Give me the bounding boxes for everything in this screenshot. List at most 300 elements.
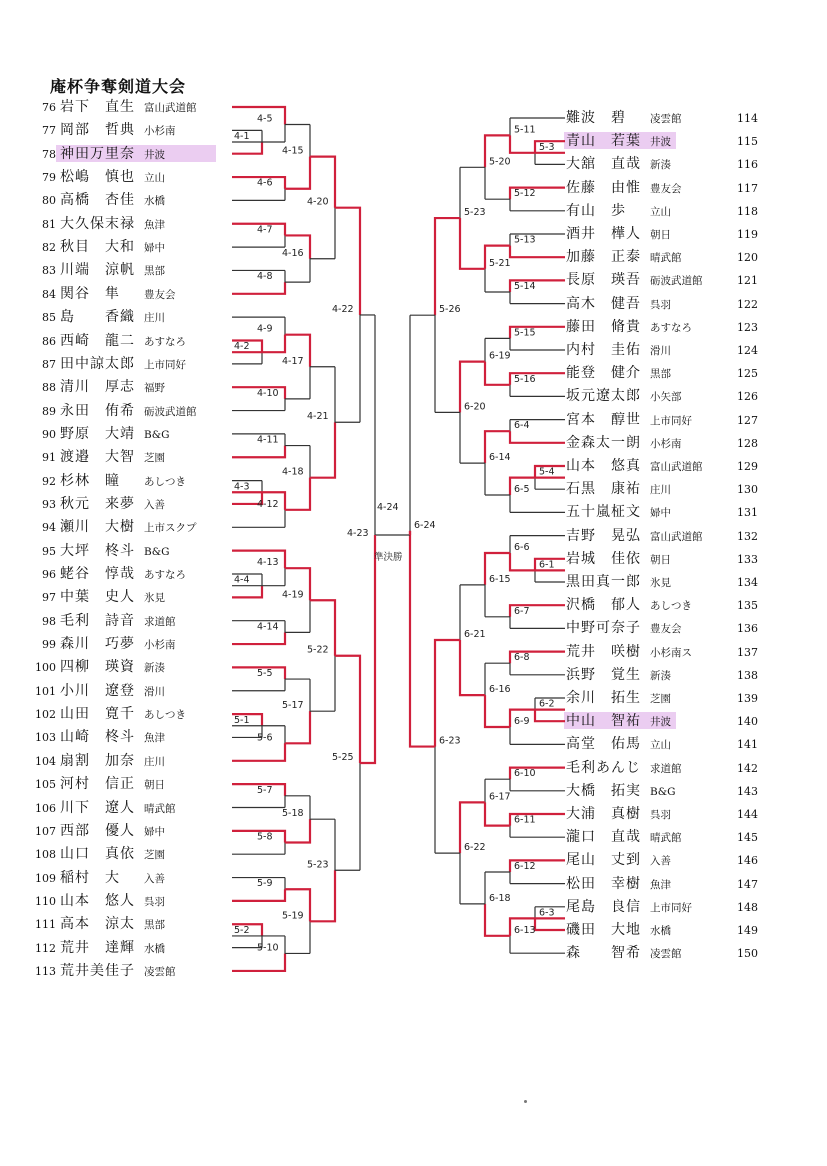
match-label: 5-17 xyxy=(282,700,304,712)
right-entry-row xyxy=(566,548,758,570)
competitor-name: 五十嵐柾文 xyxy=(566,504,641,521)
match-label: 5-22 xyxy=(307,644,329,656)
club-name: あしつき xyxy=(650,600,692,613)
entry-number: 109 xyxy=(35,871,56,885)
competitor-name: 秋元 来夢 xyxy=(60,495,135,512)
club-name: 福野 xyxy=(144,382,165,395)
entry-number: 149 xyxy=(737,924,758,937)
competitor-name: 永田 侑希 xyxy=(60,402,135,419)
competitor-name: 高木 健吾 xyxy=(566,295,641,312)
left-entry-row xyxy=(30,119,176,141)
club-name: 朝日 xyxy=(650,229,671,241)
competitor-name: 関谷 隼 xyxy=(60,285,120,302)
entry-number: 111 xyxy=(35,918,56,932)
competitor-name: 川端 涼帆 xyxy=(60,262,135,279)
match-label: 5-5 xyxy=(257,668,273,680)
winner-path xyxy=(510,135,565,152)
competitor-name: 山田 寛千 xyxy=(60,706,135,723)
competitor-name: 大舘 直哉 xyxy=(566,156,641,173)
winner-path xyxy=(535,710,565,722)
right-entry-row xyxy=(566,687,758,709)
competitor-name: 野原 大靖 xyxy=(60,425,135,442)
match-label: 6-21 xyxy=(464,629,486,640)
competitor-name: 荒井 達輝 xyxy=(60,939,135,956)
competitor-name: 松田 幸樹 xyxy=(566,875,641,892)
entry-number: 95 xyxy=(42,544,56,558)
match-label: 5-23 xyxy=(464,207,486,219)
right-entry-row xyxy=(566,896,758,918)
competitor-name: 吉野 晃弘 xyxy=(566,527,641,544)
entry-number: 81 xyxy=(42,217,56,231)
right-entry-row xyxy=(566,757,758,779)
competitor-name: 中山 智祐 xyxy=(566,713,641,730)
entry-number: 136 xyxy=(737,622,758,636)
club-name: 魚津 xyxy=(144,218,165,231)
match-label: 5-8 xyxy=(257,831,273,843)
match-label: 4-20 xyxy=(307,196,329,208)
right-entry-row xyxy=(566,316,758,338)
club-name: 晴武館 xyxy=(650,252,682,265)
right-entry-row xyxy=(566,385,758,407)
entry-number: 96 xyxy=(42,568,56,581)
competitor-name: 大橋 拓実 xyxy=(566,782,641,799)
left-entry-row xyxy=(30,376,165,398)
competitor-name: 扇割 加奈 xyxy=(60,752,135,769)
winner-path xyxy=(310,422,335,477)
competitor-name: 稲村 大 xyxy=(60,869,120,886)
entry-number: 143 xyxy=(737,784,758,798)
competitor-name: 森川 巧夢 xyxy=(60,636,135,653)
right-entry-row xyxy=(566,525,758,547)
left-entry-row xyxy=(30,867,165,889)
right-entry-row xyxy=(566,223,758,245)
entry-number: 130 xyxy=(737,483,758,497)
competitor-name: 酒井 樺人 xyxy=(566,226,641,242)
match-label: 4-11 xyxy=(257,434,279,446)
match-label: 5-14 xyxy=(514,281,536,292)
club-name: 芝園 xyxy=(650,693,671,705)
match-label: 準決勝 xyxy=(374,552,403,563)
match-label: 6-24 xyxy=(414,519,436,531)
match-label: 4-19 xyxy=(282,589,304,601)
club-name: 小杉南 xyxy=(650,437,682,450)
entry-number: 83 xyxy=(42,264,56,278)
match-label: 4-14 xyxy=(257,621,279,633)
club-name: 求道館 xyxy=(144,615,176,628)
competitor-name: 清川 厚志 xyxy=(60,379,135,396)
competitor-name: 山口 真依 xyxy=(60,846,135,863)
competitor-name: 高堂 佑馬 xyxy=(566,736,641,753)
match-label: 4-4 xyxy=(234,574,250,586)
right-entry-row xyxy=(566,478,758,500)
left-entry-row xyxy=(30,750,165,772)
match-label: 4-21 xyxy=(307,411,329,423)
right-entry-row xyxy=(566,849,758,871)
club-name: 庄川 xyxy=(144,312,165,325)
club-name: あすなろ xyxy=(144,335,186,348)
entry-number: 144 xyxy=(737,808,758,821)
entry-number: 113 xyxy=(35,964,56,978)
winner-path xyxy=(510,431,565,443)
winner-path xyxy=(285,711,310,743)
competitor-name: 小川 遼登 xyxy=(60,682,135,699)
competitor-name: 黒田真一郎 xyxy=(566,574,641,590)
competitor-name: 青山 若葉 xyxy=(566,133,641,150)
entry-number: 97 xyxy=(42,591,56,605)
entry-number: 137 xyxy=(737,645,758,659)
club-name: B&G xyxy=(144,545,170,558)
left-entry-row xyxy=(30,820,165,842)
entry-number: 101 xyxy=(35,684,56,698)
entry-number: 107 xyxy=(35,824,56,838)
club-name: あすなろ xyxy=(650,321,692,334)
left-entry-row xyxy=(30,680,165,702)
club-name: 入善 xyxy=(144,498,165,511)
right-entry-row xyxy=(566,919,758,941)
match-label: 6-7 xyxy=(514,605,530,617)
left-entry-row xyxy=(30,913,165,935)
right-entry-row xyxy=(566,594,758,616)
winner-path xyxy=(485,802,510,825)
match-label: 5-15 xyxy=(514,327,536,339)
entry-number: 103 xyxy=(35,731,56,745)
competitor-name: 難波 碧 xyxy=(566,110,626,126)
right-entry-row xyxy=(566,641,758,663)
entry-number: 108 xyxy=(35,848,56,862)
tournament-title: 庵杯争奪剣道大会 xyxy=(50,77,187,96)
winner-path xyxy=(310,870,335,921)
right-entry-row xyxy=(566,107,758,129)
entry-number: 140 xyxy=(737,715,758,729)
entry-number: 150 xyxy=(737,947,758,961)
match-label: 5-9 xyxy=(257,878,273,890)
competitor-name: 毛利 詩音 xyxy=(60,612,135,629)
entry-number: 132 xyxy=(737,529,758,543)
entry-number: 106 xyxy=(35,801,56,815)
right-entry-row xyxy=(566,153,758,175)
club-name: 呉羽 xyxy=(144,895,165,908)
left-entry-row xyxy=(30,353,186,375)
club-name: 上市同好 xyxy=(650,901,692,914)
club-name: 滑川 xyxy=(144,685,165,698)
left-entry-row xyxy=(30,703,186,725)
entry-number: 84 xyxy=(42,287,56,301)
competitor-name: 内村 圭佑 xyxy=(566,342,641,358)
match-label: 4-10 xyxy=(257,387,279,399)
entry-number: 116 xyxy=(737,158,758,172)
left-entry-row xyxy=(30,540,169,562)
match-label: 6-20 xyxy=(464,401,486,413)
left-entry-row xyxy=(30,189,165,211)
match-label: 5-7 xyxy=(257,784,273,796)
entry-number: 114 xyxy=(737,112,758,125)
match-label: 6-10 xyxy=(514,768,536,780)
club-name: 豊友会 xyxy=(144,288,176,301)
entry-number: 146 xyxy=(737,854,758,868)
match-label: 5-12 xyxy=(514,188,536,200)
club-name: 小杉南ス xyxy=(650,646,692,659)
left-entry-row xyxy=(30,213,165,235)
left-entry-row xyxy=(30,563,186,585)
match-label: 5-2 xyxy=(234,924,250,936)
right-entry-row xyxy=(566,362,758,384)
competitor-name: 磯田 大地 xyxy=(566,922,641,938)
entry-number: 92 xyxy=(42,474,56,488)
competitor-name: 有山 歩 xyxy=(566,202,626,219)
entry-number: 87 xyxy=(42,357,56,371)
winner-path xyxy=(232,142,262,154)
page-dot xyxy=(524,1100,527,1103)
right-entry-row xyxy=(566,733,758,755)
competitor-name: 森 智希 xyxy=(566,945,641,962)
match-label: 6-3 xyxy=(539,907,555,919)
right-entry-row xyxy=(566,246,758,268)
club-name: 新湊 xyxy=(650,669,671,682)
right-entry-row xyxy=(566,501,758,523)
competitor-name: 四柳 瑛資 xyxy=(60,659,135,676)
winner-path xyxy=(485,695,510,727)
entry-number: 91 xyxy=(42,451,56,465)
competitor-name: 山本 悠人 xyxy=(60,892,135,909)
club-name: 立山 xyxy=(650,739,671,752)
left-entry-row xyxy=(30,96,197,118)
match-label: 4-9 xyxy=(257,323,273,335)
club-name: 求道館 xyxy=(650,762,682,775)
left-entry-row xyxy=(30,516,197,538)
entry-number: 93 xyxy=(42,497,56,511)
entry-number: 133 xyxy=(737,552,758,566)
winner-path xyxy=(410,531,435,747)
competitor-name: 岡部 哲典 xyxy=(60,122,135,139)
match-label: 4-8 xyxy=(257,271,273,283)
entry-number: 138 xyxy=(737,668,758,682)
entry-number: 129 xyxy=(737,460,758,473)
right-entry-row xyxy=(566,177,758,199)
club-name: 婦中 xyxy=(144,825,165,838)
match-label: 4-2 xyxy=(234,341,250,353)
entry-number: 148 xyxy=(737,900,758,914)
winner-path xyxy=(232,953,285,971)
match-label: 5-21 xyxy=(489,257,511,269)
competitor-name: 瀧口 直哉 xyxy=(566,829,641,846)
competitor-name: 加藤 正泰 xyxy=(566,249,641,266)
club-name: 水橋 xyxy=(650,925,671,937)
competitor-name: 余川 拓生 xyxy=(566,690,641,706)
club-name: 新湊 xyxy=(650,159,671,172)
match-label: 4-22 xyxy=(332,303,354,315)
club-name: 凌雲館 xyxy=(144,965,176,978)
competitor-name: 杉林 瞳 xyxy=(60,472,120,489)
winner-path xyxy=(232,743,285,761)
club-name: 立山 xyxy=(144,172,165,185)
entry-number: 112 xyxy=(35,941,56,955)
competitor-name: 大久保末禄 xyxy=(60,215,135,232)
entry-number: 76 xyxy=(42,101,56,114)
competitor-name: 佐藤 由惟 xyxy=(566,179,641,196)
winner-path xyxy=(232,446,285,458)
left-entry-row xyxy=(30,937,165,959)
match-label: 4-3 xyxy=(234,481,250,493)
competitor-name: 中野可奈子 xyxy=(566,620,641,637)
winner-path xyxy=(335,656,360,763)
match-label: 5-16 xyxy=(514,373,536,385)
left-entry-row xyxy=(30,166,165,188)
competitor-name: 石黒 康祐 xyxy=(566,481,641,498)
entry-number: 77 xyxy=(42,124,56,138)
match-label: 4-23 xyxy=(347,527,369,539)
left-entry-row xyxy=(30,890,165,912)
entry-number: 104 xyxy=(35,754,56,768)
club-name: 上市同好 xyxy=(144,358,186,371)
right-entry-row xyxy=(566,293,758,315)
competitor-name: 浜野 覚生 xyxy=(566,666,641,683)
entry-number: 110 xyxy=(35,894,56,908)
competitor-name: 藤田 脩貴 xyxy=(566,318,641,335)
club-name: 小矢部 xyxy=(650,391,682,404)
right-entry-row xyxy=(566,571,758,593)
match-label: 6-1 xyxy=(539,559,555,571)
competitor-name: 西部 優人 xyxy=(60,822,135,839)
club-name: 入善 xyxy=(650,855,671,868)
right-entry-row xyxy=(566,664,758,686)
match-label: 5-26 xyxy=(439,304,461,316)
left-entry-row xyxy=(30,400,197,422)
entry-number: 127 xyxy=(737,413,758,427)
right-entry-row xyxy=(566,803,758,825)
match-label: 5-10 xyxy=(257,942,279,954)
club-name: 新湊 xyxy=(144,662,165,675)
match-label: 6-15 xyxy=(489,573,511,585)
club-name: 砺波武道館 xyxy=(144,405,197,418)
right-entry-row xyxy=(566,339,758,361)
match-label: 6-16 xyxy=(489,684,511,696)
winner-path xyxy=(285,478,310,510)
match-label: 4-18 xyxy=(282,466,304,478)
entry-number: 123 xyxy=(737,320,758,334)
competitor-name: 坂元遼太郎 xyxy=(566,388,641,405)
entry-number: 98 xyxy=(42,614,56,628)
match-label: 5-3 xyxy=(539,141,555,153)
entry-number: 125 xyxy=(737,367,758,381)
right-entry-row xyxy=(566,200,758,222)
club-name: 立山 xyxy=(650,205,671,218)
right-entry-row xyxy=(566,130,758,152)
entry-number: 141 xyxy=(737,738,758,752)
competitor-name: 荒井美佳子 xyxy=(60,962,135,979)
competitor-name: 中葉 史人 xyxy=(60,589,135,606)
winner-path xyxy=(435,640,460,747)
winner-path xyxy=(232,632,285,644)
entry-number: 86 xyxy=(42,334,56,348)
winner-path xyxy=(360,539,375,763)
club-name: 砺波武道館 xyxy=(650,275,703,288)
competitor-name: 沢橋 郁人 xyxy=(566,597,641,614)
right-entry-row xyxy=(566,826,758,848)
competitor-name: 高橋 杏佳 xyxy=(60,192,135,209)
left-entry-row xyxy=(30,306,165,328)
entry-number: 100 xyxy=(35,661,56,675)
club-name: 井波 xyxy=(650,136,671,149)
club-name: 庄川 xyxy=(650,484,671,497)
left-entry-row xyxy=(30,143,165,165)
match-label: 4-1 xyxy=(234,131,250,143)
entry-number: 142 xyxy=(737,761,758,775)
club-name: 氷見 xyxy=(650,577,671,589)
entry-number: 102 xyxy=(35,708,56,722)
entry-number: 80 xyxy=(42,194,56,208)
left-entry-row xyxy=(30,259,165,281)
left-entry-row xyxy=(30,236,165,258)
entry-number: 135 xyxy=(737,599,758,613)
match-label: 5-19 xyxy=(282,910,304,922)
club-name: あしつき xyxy=(144,709,186,722)
right-entry-row xyxy=(566,432,758,454)
club-name: 滑川 xyxy=(650,345,671,357)
entry-number: 134 xyxy=(737,576,758,589)
competitor-name: 蛯谷 惇哉 xyxy=(60,566,135,582)
entry-number: 121 xyxy=(737,274,758,288)
club-name: 上市スクプ xyxy=(144,522,197,535)
match-label: 6-22 xyxy=(464,842,486,854)
winner-path xyxy=(285,819,310,842)
match-label: 6-18 xyxy=(489,892,511,904)
left-entry-row xyxy=(30,493,165,515)
match-label: 6-2 xyxy=(539,698,555,710)
club-name: 呉羽 xyxy=(650,809,671,821)
club-name: 凌雲館 xyxy=(650,948,682,961)
match-label: 6-17 xyxy=(489,791,511,803)
entry-number: 89 xyxy=(42,404,56,418)
entry-number: 120 xyxy=(737,251,758,265)
competitor-name: 尾山 丈到 xyxy=(566,852,641,869)
right-entry-row xyxy=(566,409,758,431)
entry-number: 115 xyxy=(737,135,758,149)
club-name: 婦中 xyxy=(650,507,671,520)
club-name: 魚津 xyxy=(144,732,165,745)
club-name: 豊友会 xyxy=(650,182,682,195)
club-name: あしつき xyxy=(144,475,186,488)
left-entry-row xyxy=(30,656,165,678)
competitor-name: 渡邉 大智 xyxy=(60,449,135,466)
left-entry-row xyxy=(30,610,176,632)
left-entry-row xyxy=(30,330,186,352)
match-label: 6-4 xyxy=(514,420,530,432)
match-label: 5-11 xyxy=(514,124,536,136)
competitor-name: 尾島 良信 xyxy=(566,898,641,915)
entry-number: 82 xyxy=(42,241,56,255)
club-name: B&G xyxy=(144,428,170,441)
competitor-name: 島 香織 xyxy=(60,309,135,326)
club-name: 黒部 xyxy=(650,368,671,381)
left-entry-row xyxy=(30,633,176,655)
winner-path xyxy=(460,640,485,695)
competitor-name: 岩城 佳依 xyxy=(566,550,641,567)
match-label: 4-13 xyxy=(257,557,279,569)
entry-number: 128 xyxy=(737,436,758,450)
winner-path xyxy=(510,246,565,258)
match-label: 4-12 xyxy=(257,498,279,510)
competitor-name: 毛利あんじ xyxy=(566,759,641,776)
entry-number: 117 xyxy=(737,181,758,195)
club-name: 婦中 xyxy=(144,242,165,255)
match-label: 4-16 xyxy=(282,247,304,259)
competitor-name: 山本 悠真 xyxy=(566,458,641,474)
club-name: 魚津 xyxy=(650,878,671,891)
entry-number: 147 xyxy=(737,877,758,891)
entry-number: 118 xyxy=(737,204,758,218)
right-entry-row xyxy=(566,780,758,802)
club-name: 芝園 xyxy=(144,452,165,465)
